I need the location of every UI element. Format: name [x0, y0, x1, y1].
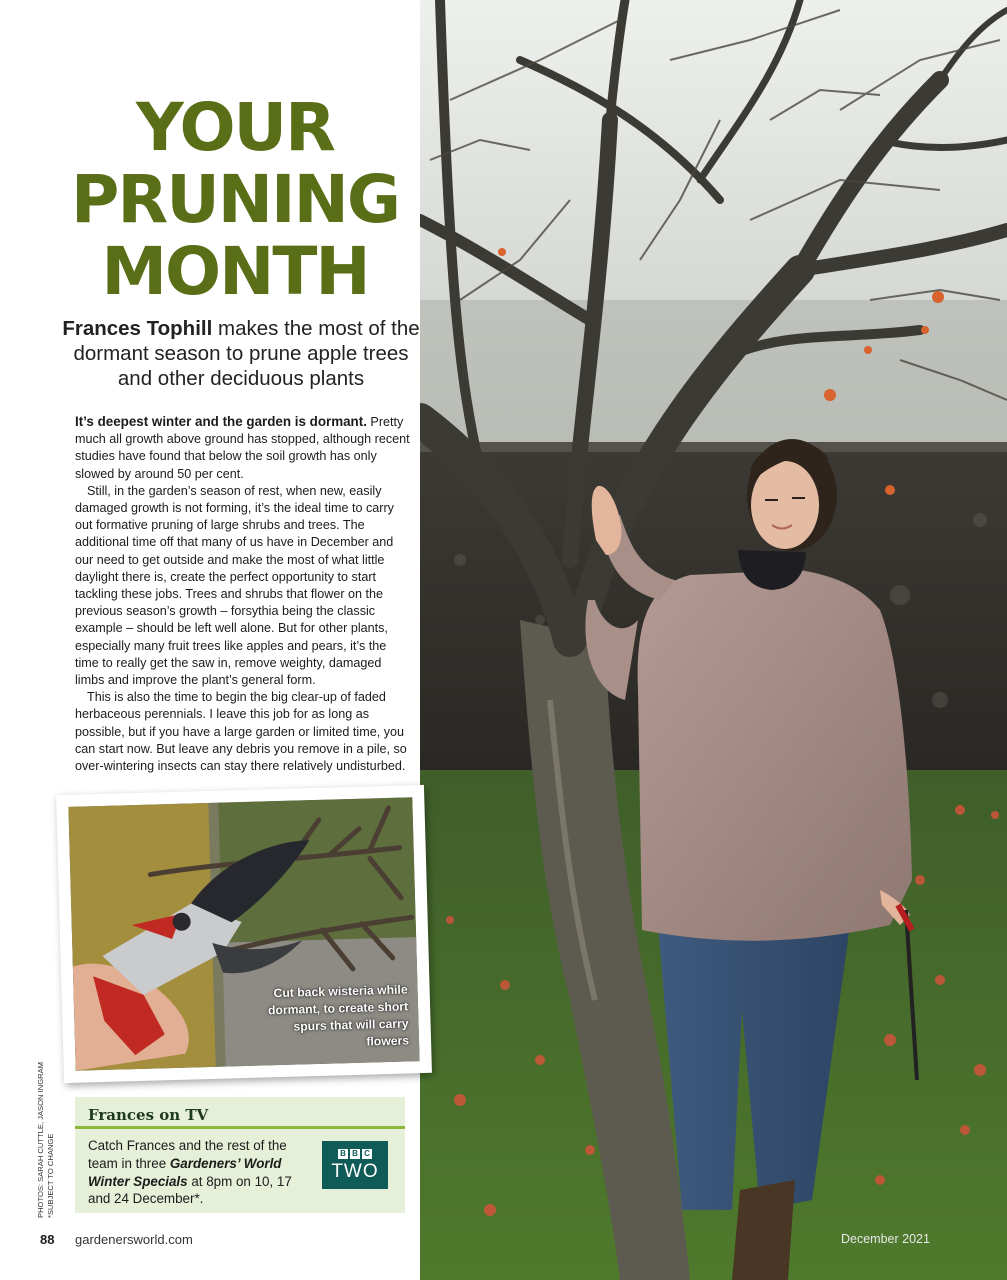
inset-photo-image [68, 797, 419, 1071]
inset-caption: Cut back wisteria while dormant, to create short spurs that will carry flowers [267, 982, 410, 1049]
bbc-two-logo [322, 1141, 388, 1189]
headline-line-2: PRUNING [71, 161, 399, 238]
bbc-letter-b1: B [338, 1149, 348, 1159]
standfirst [56, 316, 426, 391]
body-paragraph-3: This is also the time to begin the big clear-up of faded herbaceous perennials. I leave this job for as long as possible, but if you have a large garden or limited time, you can start now. But leave any debris you remove in a pile, so over-wintering insects can stay there relatively undisturbed. [75, 690, 407, 774]
article-left-column [0, 0, 420, 1280]
body-lead: It’s deepest winter and the garden is dormant. [75, 414, 367, 429]
bbc-letter-b2: B [350, 1149, 360, 1159]
photo-credits [36, 1058, 56, 1218]
standfirst-text: makes the most of the dormant season to prune apple trees and other deciduous plants [73, 317, 420, 390]
credits-photos: PHOTOS: SARAH CUTTLE, JASON INGRAM [36, 1062, 45, 1218]
bbc-blocks [338, 1149, 372, 1159]
tv-box-text [88, 1137, 310, 1208]
page-number: 88 [40, 1232, 55, 1247]
website: gardenersworld.com [75, 1232, 193, 1247]
inset-photo [56, 785, 432, 1083]
body-paragraph-2: Still, in the garden’s season of rest, when new, easily damaged growth is not forming, it’s the ideal time to carry out formative pruning of large shrubs and trees. The additional time off that many of us have in December and our need to get outside and make the most of what little daylight there is, create the perfect opportunity to start tackling these jobs. Trees and shrubs that flower on the previous season’s growth – forsythia being the classic example – should be left well alone. But for other plants, especially many fruit trees like apples and pears, it’s the time to really get the saw in, remove weighty, damaged limbs and improve the plant’s general form. [75, 483, 394, 688]
credits-note: *SUBJECT TO CHANGE [46, 1133, 55, 1218]
tv-text-after: at 8pm on 10, 17 and 24 December*. [88, 1173, 292, 1207]
tv-box-rule [75, 1126, 405, 1129]
tv-box [75, 1097, 405, 1213]
headline-line-1: YOUR [136, 89, 334, 166]
bbc-channel-name: TWO [331, 1161, 379, 1182]
headline-line-3: MONTH [101, 233, 369, 310]
headline [50, 89, 420, 310]
standfirst-author: Frances Tophill [62, 317, 213, 340]
article-body [75, 413, 410, 775]
hero-photo [420, 0, 1007, 1280]
issue-date: December 2021 [841, 1232, 930, 1246]
tv-box-title: Frances on TV [88, 1106, 209, 1124]
bbc-letter-c: C [362, 1149, 372, 1159]
tv-text-before: Catch Frances and the rest of the team in three [88, 1138, 287, 1171]
tv-text-emphasis: Gardeners’ World Winter Specials [88, 1155, 282, 1189]
body-paragraph-1 [75, 413, 410, 483]
body-paragraph-1-text: Pretty much all growth above ground has stopped, although recent studies have found that below the soil growth has only slowed by around 50 per cent. [75, 415, 410, 481]
